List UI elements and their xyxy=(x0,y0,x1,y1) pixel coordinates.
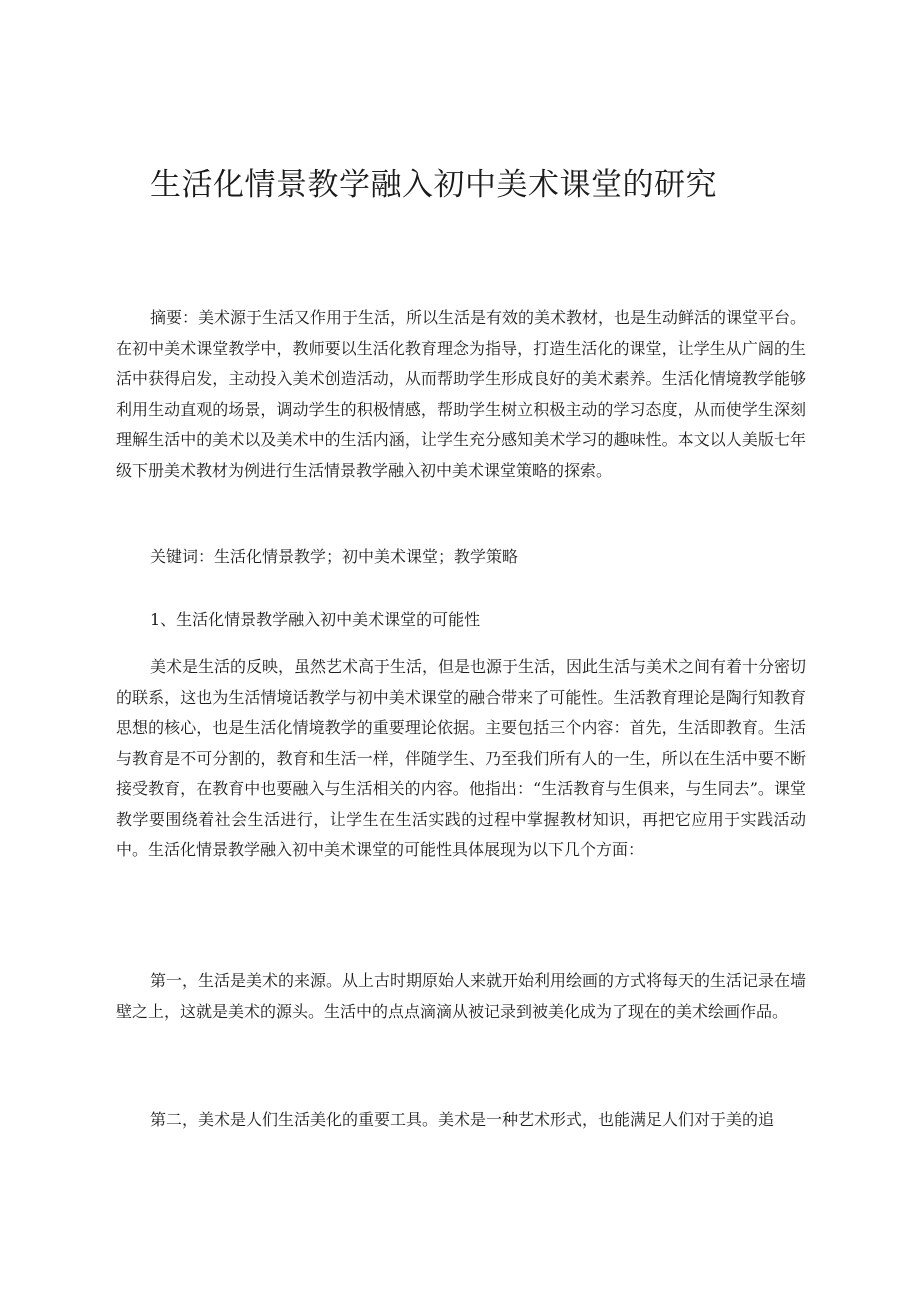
body-paragraph: 美术是生活的反映，虽然艺术高于生活，但是也源于生活，因此生活与美术之间有着十分密切的联系，这也为生活情境话教学与初中美术课堂的融合带来了可能性。生活教育理论是陶行知教育思想的核心，也是生活化情境教学的重要理论依据。主要包括三个内容：首先，生活即教育。生活与教育是不可分割的，教育和生活一样，伴随学生、乃至我们所有人的一生，所以在生活中要不断接受教育，在教育中也要融入与生活相关的内容。他指出：“生活教育与生俱来，与生同去”。课堂教学要围绕着社会生活进行，让学生在生活实践的过程中掌握教材知识，再把它应用于实践活动中。生活化情景教学融入初中美术课堂的可能性具体展现为以下几个方面： xyxy=(116,657,807,859)
keywords-line: 关键词：生活化情景教学；初中美术课堂；教学策略 xyxy=(150,547,519,566)
body-paragraph-point-1: 第一，生活是美术的来源。从上古时期原始人来就开始利用绘画的方式将每天的生活记录在墙壁之上，这就是美术的源头。生活中的点点滴滴从被记录到被美化成为了现在的美术绘画作品。 xyxy=(116,971,807,1021)
body-paragraph-point-2: 第二，美术是人们生活美化的重要工具。美术是一种艺术形式，也能满足人们对于美的追 xyxy=(150,1110,775,1129)
document-title: 生活化情景教学融入初中美术课堂的研究 xyxy=(150,167,717,203)
section-heading: 1、生活化情景教学融入初中美术课堂的可能性 xyxy=(150,610,481,629)
abstract-paragraph: 摘要：美术源于生活又作用于生活，所以生活是有效的美术教材，也是生动鲜活的课堂平台。在初中美术课堂教学中，教师要以生活化教育理念为指导，打造生活化的课堂，让学生从广阔的生活中获得启发，主动投入美术创造活动，从而帮助学生形成良好的美术素养。生活化情境教学能够利用生动直观的场景，调动学生的积极情感，帮助学生树立积极主动的学习态度，从而使学生深刻理解生活中的美术以及美术中的生活内涵，让学生充分感知美术学习的趣味性。本文以人美版七年级下册美术教材为例进行生活情景教学融入初中美术课堂策略的探索。 xyxy=(116,308,807,480)
